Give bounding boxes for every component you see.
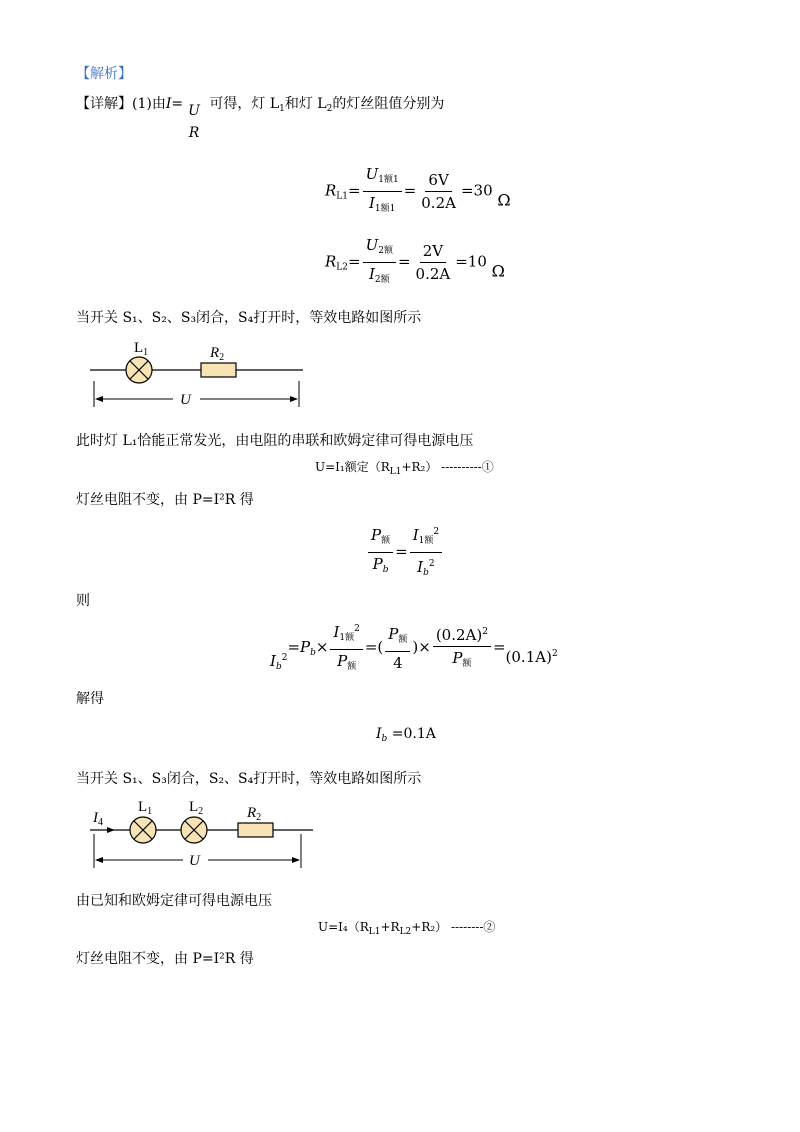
solve-line: 解得: [76, 691, 104, 707]
switch-line-1: 当开关 S₁、S₂、S₃闭合，S₄打开时，等效电路如图所示: [76, 310, 422, 326]
detail-intro: [76, 93, 444, 142]
ib2-rhs-wrap: [506, 648, 558, 666]
detail-text-d: 的灯丝阻值分别为: [332, 96, 445, 112]
ib-lhs-sub: b: [381, 734, 388, 744]
detail-text-b: 可得，灯 L: [209, 96, 280, 112]
ratio-p-den-sub: b: [382, 565, 389, 575]
eq1-text: U=I₁额定（R: [315, 460, 390, 474]
rl2-frac1: [363, 236, 396, 289]
ib-lhs: I: [376, 726, 382, 742]
ib2-f3-den-sub: 额: [462, 659, 472, 669]
rl2-lhs-sub: L2: [336, 262, 348, 273]
lamp-1-label: $L_1$: [138, 799, 153, 817]
ratio-frac-p: [368, 526, 393, 579]
ratio-i-num: I: [412, 526, 419, 544]
switch-line-2: 当开关 S₁、S₃闭合，S₂、S₄打开时，等效电路如图所示: [76, 771, 422, 787]
ib2-f3-num-sup: 2: [482, 627, 488, 637]
resistor-icon: [238, 823, 273, 837]
rl2-den2: 0.2A: [415, 265, 451, 283]
ib2-frac3: [433, 623, 491, 673]
ratio-frac-i: [410, 523, 442, 582]
equation-1: [315, 458, 494, 477]
resistor-label: $R_2$: [210, 345, 225, 363]
circuit-diagram-2: [88, 796, 318, 874]
ratio-i-den-sup: 2: [428, 559, 435, 569]
lamp-label: $L_1$: [134, 340, 149, 358]
formula-fraction: [185, 102, 203, 142]
ratio-i-num-sup: 2: [433, 527, 440, 537]
ib2-f2-den: 4: [393, 653, 403, 672]
ib2-lhs-sub: b: [275, 662, 282, 672]
lamp-line: 此时灯 L₁恰能正常发光，由电阻的串联和欧姆定律可得电源电压: [76, 433, 474, 449]
ib2-p-sub: b: [310, 648, 316, 658]
ratio-p-num-sub: 额: [381, 536, 391, 546]
ib2-f3-num: (0.2A): [435, 626, 483, 644]
equation-rl1: $R_{L1}=$ $\frac{U_{1额1}}{I_{1额1}}$ = $\frac{6V}{0.2A}$ =30 Ω: [325, 165, 511, 218]
equation-ib2: $I_b^2=P_b\times$ $\frac{I_{1额}^2}{P_额}$ =( $\frac{P_额}{4}$ )× $\frac{(0.2A)^2}{P_额}$ $=(0.1A)^2$: [270, 620, 558, 676]
rl1-unit: Ω: [497, 190, 511, 210]
rl1-frac2: [418, 171, 459, 212]
resistor-label: $R_2$: [247, 805, 262, 823]
ib2-f2-num-sub: 额: [398, 634, 408, 645]
ib2-f1-num-sub: 1额: [339, 633, 355, 643]
formula-i: I: [165, 96, 172, 112]
equation-rl2: $R_{L2}=$ $\frac{U_{2额}}{I_{2额}}$ = $\frac{2V}{0.2A}$ =10 Ω: [325, 236, 505, 289]
resistor-icon: [201, 363, 236, 377]
ib2-f1-num-sup: 2: [354, 624, 360, 634]
rl1-den: I: [368, 194, 375, 212]
eq1-text3: +R₂） ----------①: [401, 460, 494, 474]
lamp-2-label: $L_2$: [189, 799, 204, 817]
ib2-f1-den-sub: 额: [347, 662, 357, 672]
detail-label: 【详解】: [76, 96, 132, 112]
filament-line-2: 灯丝电阻不变，由 P=I²R 得: [76, 951, 254, 967]
ib2-f1-den: P: [337, 652, 348, 670]
equation-2: [318, 918, 495, 937]
ib2-frac1: [330, 620, 362, 676]
ib2-f2-num: P: [388, 624, 399, 643]
rl2-num: U: [365, 236, 379, 254]
ratio-i-num-sub: 1额: [418, 536, 434, 546]
ohm-line: 由已知和欧姆定律可得电源电压: [76, 893, 272, 909]
rl1-num: U: [365, 165, 379, 183]
ib-rhs: =0.1A: [391, 726, 436, 742]
rl1-den-sub: 1额1: [374, 204, 396, 214]
eq2-sub2: L2: [399, 927, 412, 937]
ib2-rhs: (0.1A): [505, 648, 552, 666]
ib2-lhs-wrap: [270, 652, 287, 670]
rl2-lhs: R: [325, 252, 337, 271]
ib2-rhs-sup: 2: [551, 649, 558, 659]
equation-ratio: $\frac{P_额}{P_b}$ = $\frac{I_{1额}^2}{I_b^2}$: [366, 523, 444, 582]
eq2-text: U=I₄（R: [318, 920, 369, 934]
current-label: $I_4$: [93, 810, 103, 828]
voltage-label: U: [189, 853, 200, 869]
sub-2: 2: [326, 104, 333, 114]
rl2-num-sub: 2额: [378, 246, 393, 256]
rl2-den-sub: 2额: [374, 275, 390, 285]
rl1-den2: 0.2A: [421, 194, 456, 212]
filament-line-1: 灯丝电阻不变，由 P=I²R 得: [76, 492, 254, 508]
ib2-lhs-sup: 2: [281, 653, 288, 663]
ratio-i-den-sub: b: [423, 568, 429, 578]
rl2-frac2: [413, 242, 454, 283]
ib2-lhs: I: [270, 652, 276, 670]
section-heading: 【解析】: [76, 66, 132, 82]
rl1-num-sub: 1额1: [378, 175, 399, 185]
eq2-end: +R₂） --------②: [411, 920, 496, 934]
rl1-lhs-sub: L1: [336, 191, 348, 202]
detail-text-a: (1)由: [132, 96, 166, 112]
rl2-num2: 2V: [420, 242, 446, 263]
ib2-frac2: [385, 625, 410, 672]
ib2-f3-den: P: [452, 649, 463, 667]
rl1-num2: 6V: [425, 171, 451, 192]
formula-eq: =: [171, 96, 184, 112]
eq2-sub1: L1: [368, 927, 381, 937]
ratio-i-den: I: [417, 558, 424, 576]
rl2-unit: Ω: [491, 261, 505, 281]
current-arrow-icon: [107, 827, 115, 833]
then-line: 则: [76, 593, 90, 609]
equation-ib: [376, 726, 436, 744]
formula-u: U: [188, 103, 200, 119]
eq1-sub: L1: [389, 467, 402, 477]
rl1-lhs: R: [325, 181, 337, 200]
ib2-f1-num: I: [333, 623, 340, 641]
formula-r: R: [188, 125, 200, 141]
eq2-mid: +R: [380, 920, 400, 934]
detail-text-c: 和灯 L: [284, 96, 327, 112]
rl2-result: =10: [455, 252, 487, 271]
rl1-frac1: [363, 165, 402, 218]
rl1-result: =30: [460, 181, 493, 200]
ratio-p-den: P: [372, 555, 383, 573]
circuit-diagram-1: [88, 335, 308, 413]
ib2-p: P: [300, 638, 311, 656]
sub-1: 1: [279, 104, 285, 114]
ratio-p-num: P: [371, 526, 382, 544]
voltage-label: U: [180, 392, 191, 408]
rl2-den: I: [368, 265, 375, 283]
